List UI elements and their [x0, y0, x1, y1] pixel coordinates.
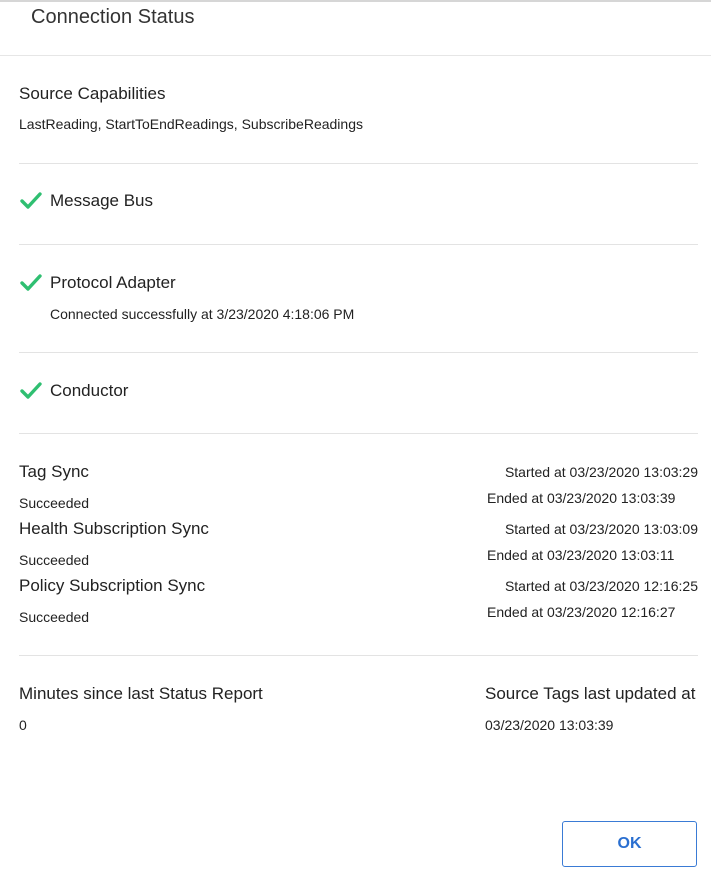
health-subscription-sync-ended: Ended at 03/23/2020 13:03:11 — [487, 547, 675, 563]
divider — [19, 352, 698, 353]
checkmark-icon — [19, 191, 43, 211]
source-capabilities-label: Source Capabilities — [19, 84, 166, 103]
source-tags-updated-label: Source Tags last updated at — [485, 684, 696, 703]
tag-sync-label: Tag Sync — [19, 462, 89, 481]
dialog-title: Connection Status — [31, 6, 195, 28]
minutes-since-status-value: 0 — [19, 717, 27, 733]
divider — [19, 244, 698, 245]
ok-button[interactable]: OK — [562, 821, 697, 867]
dialog-header — [0, 2, 711, 56]
health-subscription-sync-started: Started at 03/23/2020 13:03:09 — [504, 521, 698, 537]
minutes-since-status-label: Minutes since last Status Report — [19, 684, 263, 703]
tag-sync-ended: Ended at 03/23/2020 13:03:39 — [487, 490, 676, 506]
tag-sync-status: Succeeded — [19, 495, 90, 511]
health-subscription-sync-status: Succeeded — [19, 552, 90, 568]
protocol-adapter-label: Protocol Adapter — [50, 273, 176, 292]
protocol-adapter-detail: Connected successfully at 3/23/2020 4:18:06 PM — [50, 306, 355, 322]
source-capabilities-value: LastReading, StartToEndReadings, SubscribeReadings — [19, 116, 363, 132]
divider — [19, 655, 698, 656]
divider — [19, 433, 698, 434]
health-subscription-sync-label: Health Subscription Sync — [19, 519, 209, 538]
checkmark-icon — [19, 381, 43, 401]
policy-subscription-sync-started: Started at 03/23/2020 12:16:25 — [504, 578, 698, 594]
policy-subscription-sync-ended: Ended at 03/23/2020 12:16:27 — [487, 604, 676, 620]
source-tags-updated-value: 03/23/2020 13:03:39 — [485, 717, 614, 733]
message-bus-label: Message Bus — [50, 191, 153, 210]
conductor-label: Conductor — [50, 381, 129, 400]
policy-subscription-sync-label: Policy Subscription Sync — [19, 576, 206, 595]
checkmark-icon — [19, 273, 43, 293]
divider — [19, 163, 698, 164]
tag-sync-started: Started at 03/23/2020 13:03:29 — [504, 464, 698, 480]
policy-subscription-sync-status: Succeeded — [19, 609, 90, 625]
